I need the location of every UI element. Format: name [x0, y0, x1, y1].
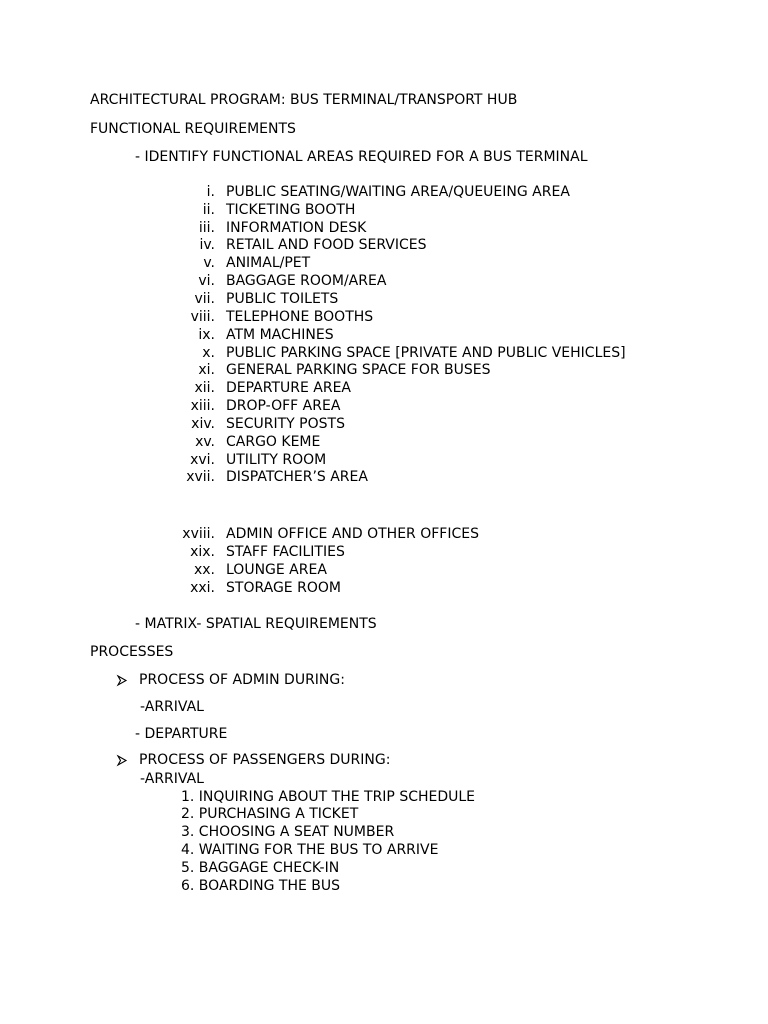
list-item: ATM MACHINES: [226, 327, 334, 343]
list-item-numeral: x.: [202, 345, 215, 361]
arrow-bullet-icon: [116, 672, 128, 689]
list-item: 5. BAGGAGE CHECK-IN: [181, 860, 340, 876]
list-item-numeral: viii.: [190, 309, 215, 325]
document-title: ARCHITECTURAL PROGRAM: BUS TERMINAL/TRANSPORT HUB: [90, 92, 518, 108]
list-item-numeral: xii.: [194, 380, 215, 396]
list-item: INFORMATION DESK: [226, 220, 367, 236]
list-item-numeral: xix.: [190, 544, 215, 560]
list-item-numeral: i.: [206, 184, 215, 200]
list-item: PUBLIC PARKING SPACE [PRIVATE AND PUBLIC VEHICLES]: [226, 345, 626, 361]
list-item-numeral: xiii.: [190, 398, 215, 414]
list-item-numeral: xi.: [198, 362, 215, 378]
list-item-numeral: xx.: [193, 562, 215, 578]
list-item-numeral: vi.: [198, 273, 215, 289]
list-item-numeral: v.: [203, 255, 215, 271]
matrix-spatial-requirements-line: - MATRIX- SPATIAL REQUIREMENTS: [135, 616, 377, 632]
list-item: CARGO KEME: [226, 434, 321, 450]
list-item-numeral: xvii.: [186, 469, 215, 485]
list-item: DISPATCHER’S AREA: [226, 469, 368, 485]
processes-heading: PROCESSES: [90, 644, 174, 660]
list-item: RETAIL AND FOOD SERVICES: [226, 237, 427, 253]
list-item: BAGGAGE ROOM/AREA: [226, 273, 387, 289]
list-item: UTILITY ROOM: [226, 452, 327, 468]
list-item: 4. WAITING FOR THE BUS TO ARRIVE: [181, 842, 439, 858]
list-item-numeral: xxi.: [190, 580, 215, 596]
list-item: PUBLIC TOILETS: [226, 291, 339, 307]
list-item-numeral: vii.: [194, 291, 215, 307]
passenger-process-label: PROCESS OF PASSENGERS DURING:: [139, 752, 391, 768]
passenger-arrival-label: -ARRIVAL: [140, 771, 204, 787]
list-item-numeral: ix.: [198, 327, 215, 343]
list-item: PUBLIC SEATING/WAITING AREA/QUEUEING AREA: [226, 184, 570, 200]
identify-functional-areas-line: - IDENTIFY FUNCTIONAL AREAS REQUIRED FOR A BUS TERMINAL: [135, 149, 588, 165]
list-item: STORAGE ROOM: [226, 580, 341, 596]
list-item-numeral: xvi.: [190, 452, 215, 468]
list-item: DEPARTURE AREA: [226, 380, 352, 396]
list-item-numeral: iv.: [199, 237, 215, 253]
admin-departure-label: - DEPARTURE: [135, 726, 228, 742]
list-item-numeral: xviii.: [182, 526, 215, 542]
arrow-bullet-icon: [116, 752, 128, 769]
list-item-numeral: xiv.: [191, 416, 215, 432]
list-item-numeral: xv.: [195, 434, 215, 450]
list-item: ADMIN OFFICE AND OTHER OFFICES: [226, 526, 479, 542]
admin-process-label: PROCESS OF ADMIN DURING:: [139, 672, 345, 688]
list-item: DROP-OFF AREA: [226, 398, 341, 414]
list-item: STAFF FACILITIES: [226, 544, 345, 560]
list-item: GENERAL PARKING SPACE FOR BUSES: [226, 362, 491, 378]
list-item: 2. PURCHASING A TICKET: [181, 806, 359, 822]
list-item: 1. INQUIRING ABOUT THE TRIP SCHEDULE: [181, 789, 476, 805]
list-item: SECURITY POSTS: [226, 416, 345, 432]
list-item-numeral: ii.: [202, 202, 215, 218]
list-item: TELEPHONE BOOTHS: [226, 309, 374, 325]
list-item: TICKETING BOOTH: [226, 202, 356, 218]
list-item-numeral: iii.: [198, 220, 215, 236]
admin-arrival-label: -ARRIVAL: [140, 699, 204, 715]
list-item: 3. CHOOSING A SEAT NUMBER: [181, 824, 395, 840]
list-item: ANIMAL/PET: [226, 255, 311, 271]
list-item: 6. BOARDING THE BUS: [181, 878, 341, 894]
list-item: LOUNGE AREA: [226, 562, 327, 578]
functional-requirements-heading: FUNCTIONAL REQUIREMENTS: [90, 121, 296, 137]
